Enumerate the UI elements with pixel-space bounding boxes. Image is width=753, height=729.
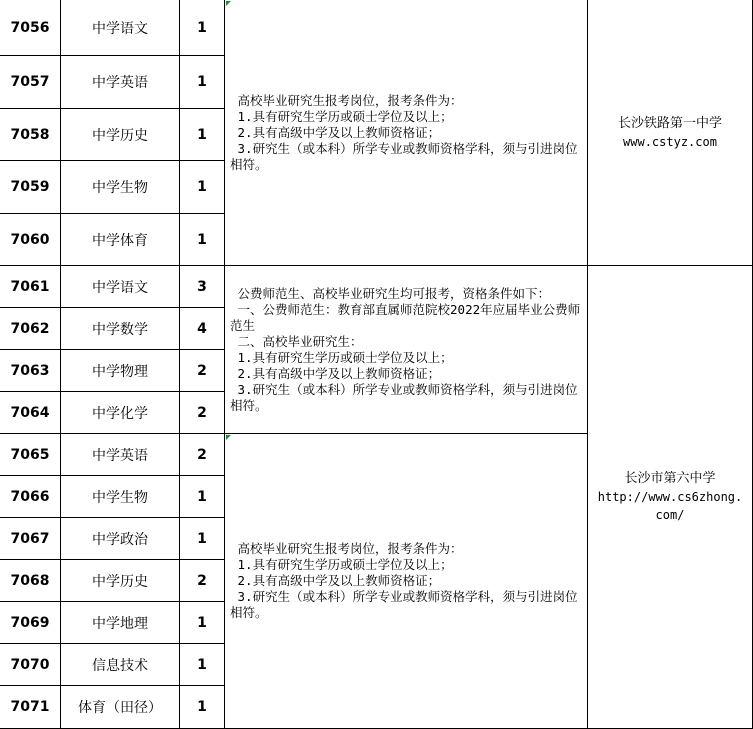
table-row-subject: 中学语文 <box>61 0 180 56</box>
table-row-count: 1 <box>180 214 225 266</box>
requirements-text: 高校毕业研究生报考岗位，报考条件为： 1.具有研究生学历或硕士学位及以上； 2.具有高级中学及以上教师资格证； 3.研究生（或本科）所学专业或教师资格学科，须与引进岗位相符。 <box>230 92 578 172</box>
table-row-subject: 中学体育 <box>61 214 180 266</box>
comment-marker-icon <box>226 1 231 6</box>
requirements-text: 公费师范生、高校毕业研究生均可报考，资格条件如下： 一、公费师范生：教育部直属师范院校2022年应届毕业公费师范生 二、高校毕业研究生： 1.具有研究生学历或硕士学位及以上； 2.具有高级中学及以上教师资格证； 3.研究生（或本科）所学专业或教师资格学科，须与引进岗位相符。 <box>230 285 581 413</box>
requirements-cell-mixed <box>225 266 588 434</box>
table-row-count: 1 <box>180 161 225 214</box>
table-row-count: 2 <box>180 350 225 392</box>
table-row-subject: 中学英语 <box>61 56 180 109</box>
school-name: 长沙铁路第一中学 <box>617 115 722 131</box>
table-row-count: 2 <box>180 392 225 434</box>
table-row-count: 1 <box>180 109 225 161</box>
table-row-count: 1 <box>180 518 225 560</box>
table-row-code: 7063 <box>0 350 61 392</box>
table-row-subject: 体育（田径） <box>61 686 180 729</box>
table-row-code: 7059 <box>0 161 61 214</box>
table-row-subject: 中学生物 <box>61 476 180 518</box>
table-row-code: 7070 <box>0 644 61 686</box>
school-url: http://www.cs6zhong.com/ <box>597 490 743 522</box>
table-row-subject: 中学物理 <box>61 350 180 392</box>
school-cell-1 <box>588 0 753 266</box>
table-row-code: 7058 <box>0 109 61 161</box>
comment-marker-icon <box>226 435 231 440</box>
table-row-code: 7069 <box>0 602 61 644</box>
table-row-code: 7064 <box>0 392 61 434</box>
table-row-count: 1 <box>180 56 225 109</box>
table-row-count: 2 <box>180 434 225 476</box>
table-row-code: 7066 <box>0 476 61 518</box>
table-row-code: 7060 <box>0 214 61 266</box>
table-row-code: 7065 <box>0 434 61 476</box>
table-row-subject: 中学历史 <box>61 109 180 161</box>
table-row-count: 1 <box>180 644 225 686</box>
table-row-count: 4 <box>180 308 225 350</box>
table-row-count: 1 <box>180 602 225 644</box>
table-row-subject: 中学英语 <box>61 434 180 476</box>
school-cell-2 <box>588 266 753 729</box>
table-row-code: 7056 <box>0 0 61 56</box>
table-row-subject: 中学化学 <box>61 392 180 434</box>
school-url: www.cstyz.com <box>623 134 717 149</box>
table-row-count: 1 <box>180 0 225 56</box>
requirements-text: 高校毕业研究生报考岗位，报考条件为： 1.具有研究生学历或硕士学位及以上； 2.具有高级中学及以上教师资格证； 3.研究生（或本科）所学专业或教师资格学科，须与引进岗位相符。 <box>230 541 578 620</box>
table-row-count: 2 <box>180 560 225 602</box>
requirements-cell-graduate-b <box>225 434 588 729</box>
table-row-code: 7071 <box>0 686 61 729</box>
table-row-count: 1 <box>180 476 225 518</box>
table-row-code: 7057 <box>0 56 61 109</box>
table-row-subject: 信息技术 <box>61 644 180 686</box>
table-row-subject: 中学生物 <box>61 161 180 214</box>
table-row-count: 3 <box>180 266 225 308</box>
requirements-cell-graduate-a <box>225 0 588 266</box>
table-row-code: 7062 <box>0 308 61 350</box>
table-row-subject: 中学语文 <box>61 266 180 308</box>
table-row-code: 7068 <box>0 560 61 602</box>
table-row-subject: 中学数学 <box>61 308 180 350</box>
table-row-subject: 中学历史 <box>61 560 180 602</box>
table-row-subject: 中学地理 <box>61 602 180 644</box>
table-row-code: 7067 <box>0 518 61 560</box>
table-row-count: 1 <box>180 686 225 729</box>
table-row-subject: 中学政治 <box>61 518 180 560</box>
school-name: 长沙市第六中学 <box>624 471 716 486</box>
table-row-code: 7061 <box>0 266 61 308</box>
